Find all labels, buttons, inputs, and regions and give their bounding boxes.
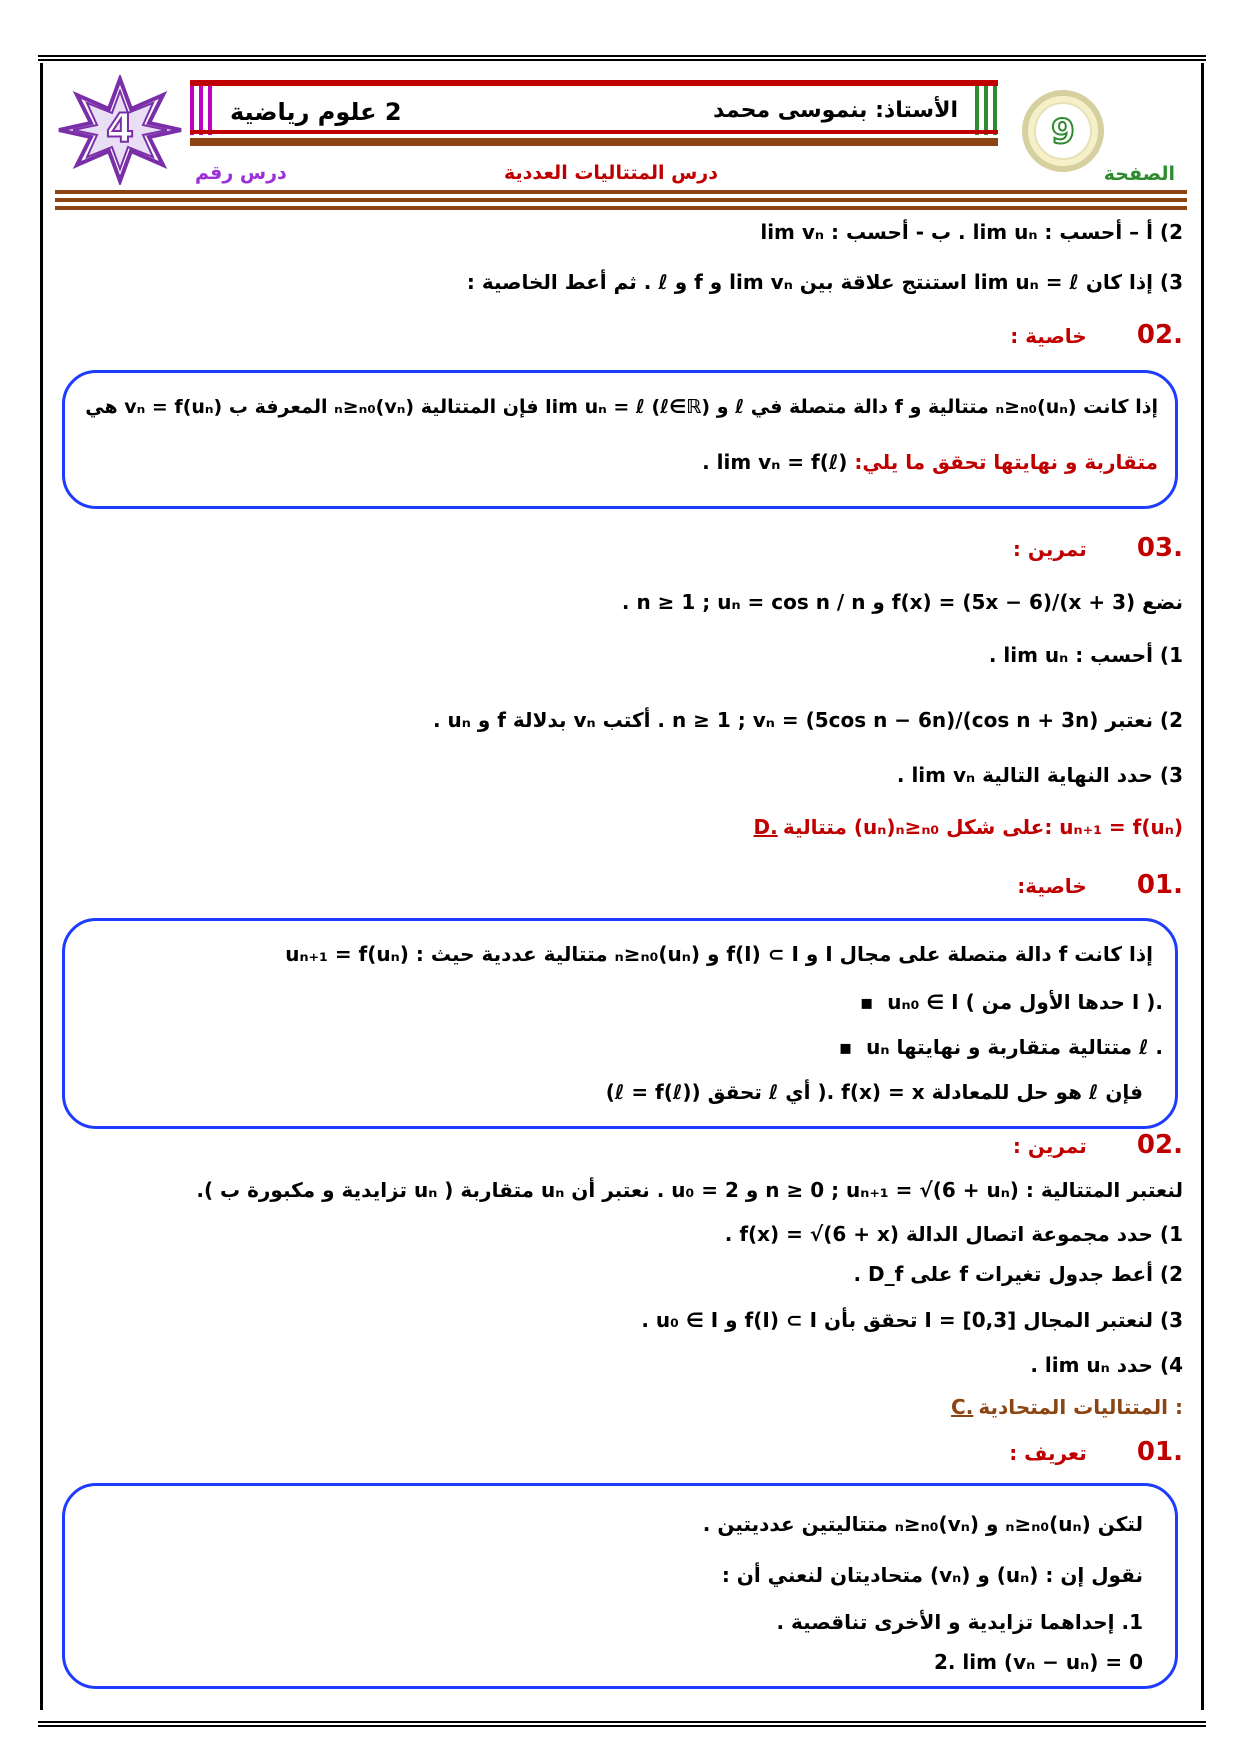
exercise-statement: لنعتبر المتتالية : n ≥ 0 ; uₙ₊₁ = √(6 + uₙ) و u₀ = 2 . نعتبر أن uₙ متقاربة ( uₙ تزايدية و مكبورة ب ). [196, 1178, 1183, 1202]
teacher-name: الأستاذ: بنموسى محمد [713, 98, 958, 123]
property-line: إذا كانت f دالة متصلة على مجال I و f(I) ⊂ I و (uₙ)ₙ≥ₙ₀ متتالية عددية حيث : uₙ₊₁ = f(uₙ) [285, 942, 1153, 966]
exercise-q1: 1) حدد مجموعة اتصال الدالة f(x) = √(6 + x) . [724, 1222, 1183, 1246]
exercise-statement: نضع f(x) = (5x − 6)/(x + 3) و n ≥ 1 ; uₙ = cos n / n . [621, 590, 1183, 614]
exercise-q2: 2) أعط جدول تغيرات f على D_f . [853, 1262, 1183, 1286]
header-bar [190, 85, 194, 135]
exercise-q2: 2) نعتبر n ≥ 1 ; vₙ = (5cos n − 6n)/(cos n + 3n) . أكتب vₙ بدلالة f و uₙ . [432, 708, 1183, 732]
header-bar [208, 85, 212, 135]
page-label: الصفحة [1103, 163, 1175, 185]
header-line [190, 130, 998, 134]
exercise-q1: 1) أحسب : lim uₙ . [988, 643, 1183, 667]
question-3: 3) إذا كان lim uₙ = ℓ استنتج علاقة بين lim vₙ و f و ℓ . ثم أعط الخاصية : [466, 270, 1183, 294]
section-heading: .02 تمرين : [1012, 1130, 1183, 1160]
header-bar [199, 85, 203, 135]
level-label: 2 علوم رياضية [230, 98, 402, 126]
exercise-q3: 3) لنعتبر المجال I = [0,3] تحقق بأن f(I) ⊂ I و u₀ ∈ I . [641, 1308, 1183, 1332]
property-line: إذا كانت (uₙ)ₙ≥ₙ₀ متتالية و f دالة متصلة في ℓ و lim uₙ = ℓ (ℓ∈ℝ) فإن المتتالية (vₙ)ₙ≥ₙ₀ المعرفة ب vₙ = f(uₙ) هي [85, 396, 1158, 418]
property-box [62, 370, 1178, 509]
section-heading: .02 خاصية : [1010, 320, 1183, 350]
divider [55, 206, 1187, 210]
property-conclusion: فإن ℓ هو حل للمعادلة f(x) = x .( أي ℓ تحقق (ℓ = f(ℓ)) [605, 1080, 1143, 1104]
definition-item: 1. إحداهما تزايدية و الأخرى تناقصية . [776, 1610, 1143, 1634]
lesson-title: درس المتتاليات العددية [503, 162, 718, 184]
svg-text:9: 9 [1051, 112, 1075, 152]
svg-text:4: 4 [106, 106, 134, 152]
header-bar [984, 85, 988, 135]
section-D-heading: D. متتالية (uₙ)ₙ≥ₙ₀ على شكل: uₙ₊₁ = f(uₙ) [753, 815, 1183, 839]
question-2: 2) أ – أحسب : lim uₙ . ب - أحسب : lim vₙ [760, 220, 1183, 244]
lesson-number-star-icon [55, 75, 185, 185]
section-heading: .03 تمرين : [1012, 533, 1183, 563]
section-heading: .01 خاصية: [1017, 870, 1183, 900]
header-line [190, 138, 998, 146]
page-number-badge [1020, 88, 1106, 174]
frame-left [40, 63, 43, 1710]
definition-line: لتكن (uₙ)ₙ≥ₙ₀ و (vₙ)ₙ≥ₙ₀ متتاليتين عدديتين . [702, 1512, 1143, 1536]
bullet-item: ▪ uₙ متتالية متقاربة و نهايتها ℓ . [838, 1035, 1163, 1059]
header-line [190, 80, 998, 86]
divider [55, 190, 1187, 194]
header-bar [975, 85, 979, 135]
section-C-heading: C. المتتاليات المتحادية : [951, 1395, 1183, 1419]
header-bar [993, 85, 997, 135]
definition-line: نقول إن : (uₙ) و (vₙ) متحاديتان لنعني أن : [721, 1563, 1143, 1587]
section-heading: .01 تعريف : [1009, 1437, 1183, 1467]
frame-right [1201, 63, 1204, 1710]
divider [55, 198, 1187, 202]
lesson-number-label: درس رقم [195, 162, 287, 184]
exercise-q4: 4) حدد lim uₙ . [1030, 1353, 1183, 1377]
property-conclusion: متقاربة و نهايتها تحقق ما يلي: lim vₙ = f(ℓ) . [702, 450, 1158, 474]
bullet-item: ▪ uₙ₀ ∈ I ( حدها الأول من I ). [859, 990, 1163, 1014]
definition-item: 2. lim (vₙ − uₙ) = 0 [933, 1650, 1143, 1674]
exercise-q3: 3) حدد النهاية التالية lim vₙ . [896, 763, 1183, 787]
